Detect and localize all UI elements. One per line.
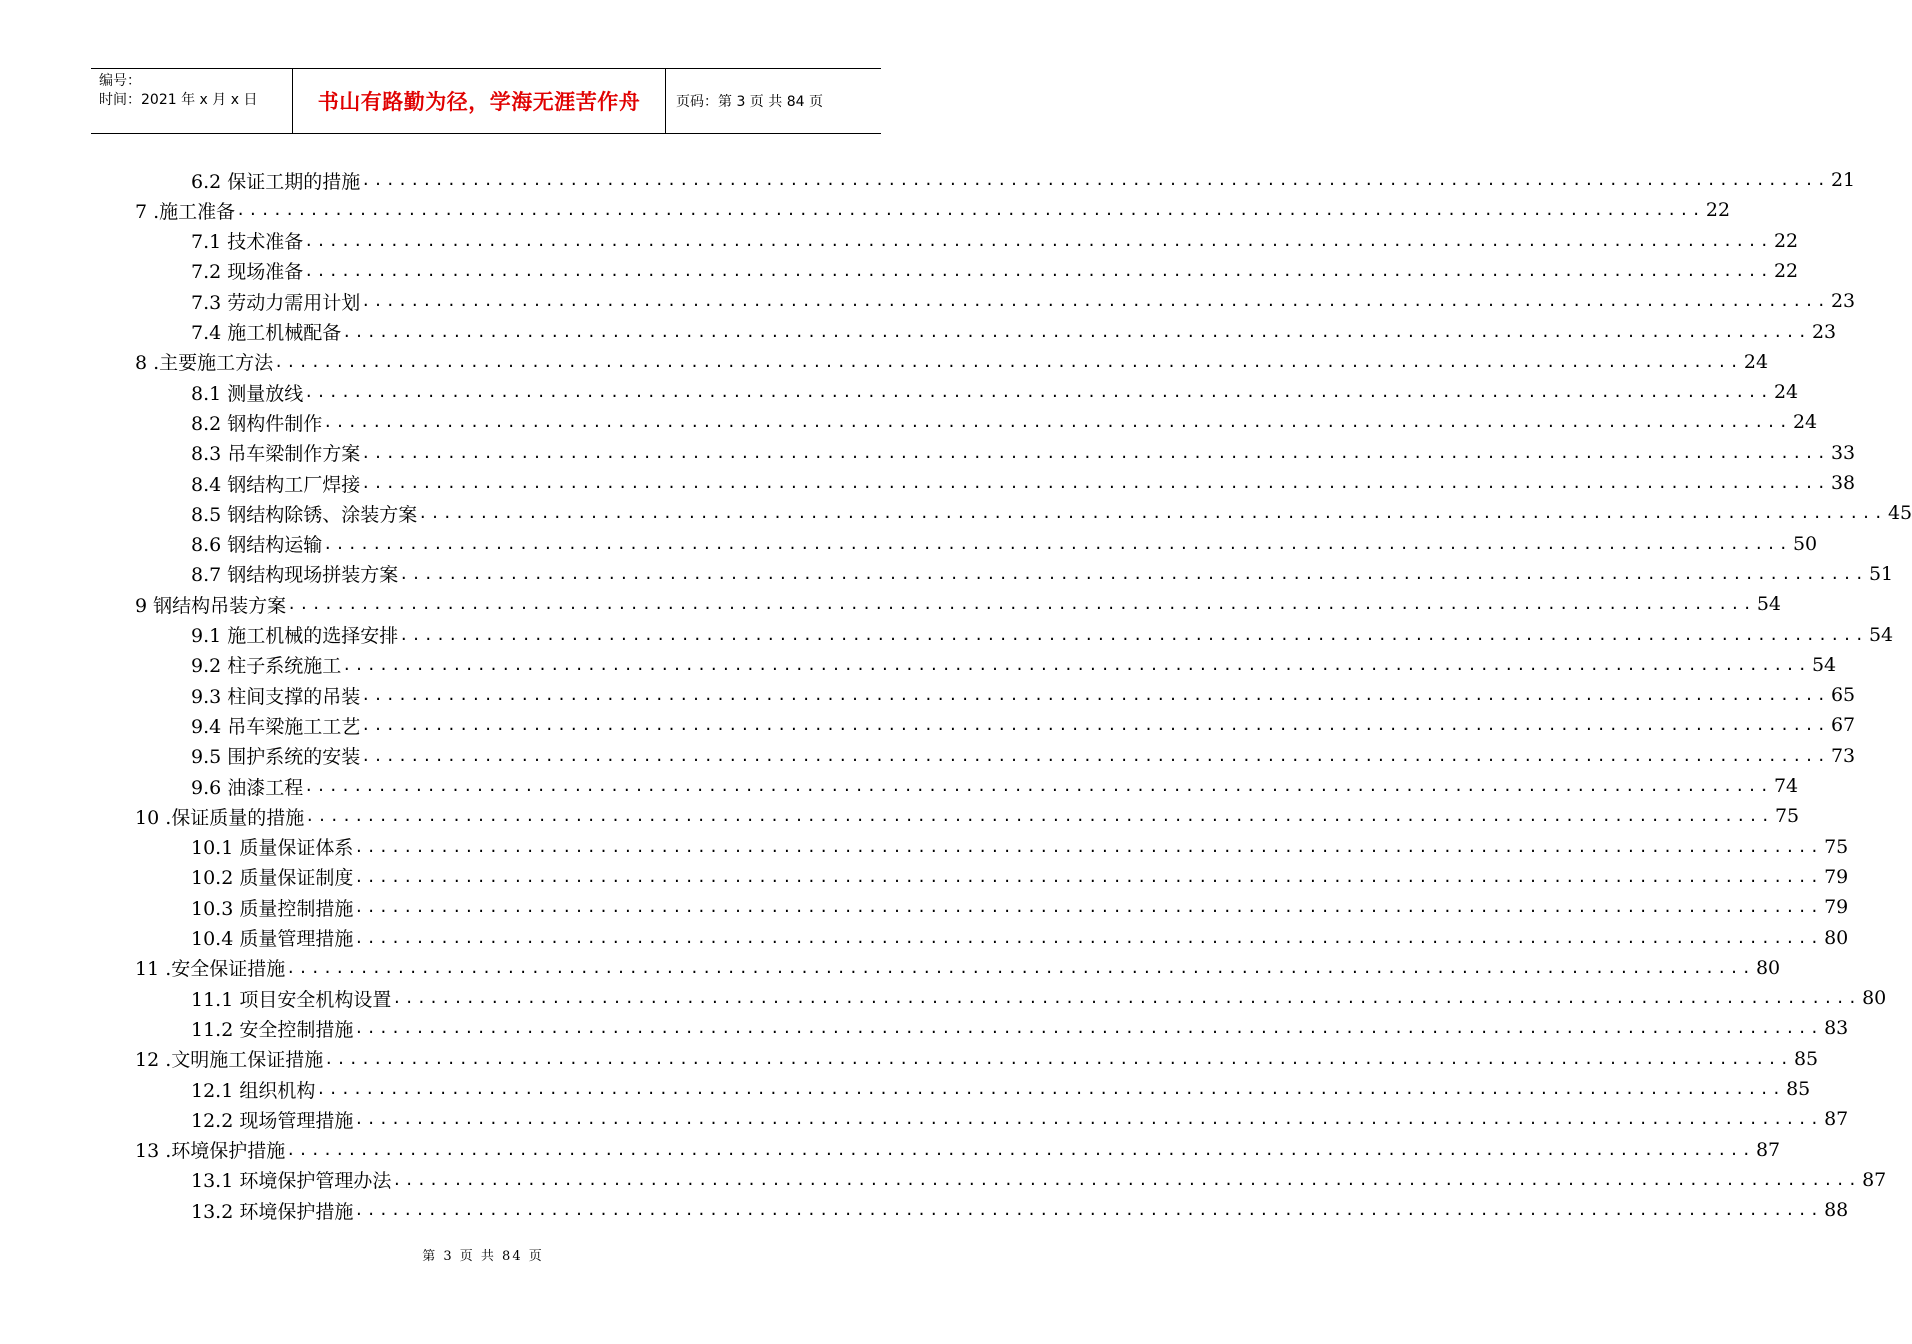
toc-leader-dots: ........................................................................................................................ xyxy=(304,777,1772,795)
toc-entry-title: 10.3 质量控制措施 xyxy=(191,897,354,920)
toc-leader-dots: ........................................................................................................................ xyxy=(342,322,1810,341)
toc-entry-title: 9.1 施工机械的选择安排 xyxy=(191,625,399,647)
toc-entry-title: 10.2 质量保证制度 xyxy=(191,867,354,890)
toc-entry-page: 87 xyxy=(1824,1108,1849,1131)
toc-leader-dots: ........................................................................................................................ xyxy=(287,595,1755,614)
toc-leader-dots: ........................................................................................................................ xyxy=(286,958,1754,977)
toc-entry-title: 13.2 环境保护措施 xyxy=(191,1200,354,1223)
toc-leader-dots: ........................................................................................................................ xyxy=(324,1049,1792,1068)
toc-entry-title: 11.2 安全控制措施 xyxy=(191,1018,354,1041)
toc-leader-dots: ........................................................................................................................ xyxy=(354,928,1823,947)
toc-entry-title: 8.2 钢构件制作 xyxy=(191,412,323,435)
toc-entry-page: 74 xyxy=(1773,775,1799,797)
toc-entry-page: 54 xyxy=(1811,653,1837,676)
toc-entry-page: 51 xyxy=(1868,562,1894,585)
toc-leader-dots: ........................................................................................................................ xyxy=(354,1110,1823,1129)
toc-entry-title: 8.1 测量放线 xyxy=(191,382,304,405)
toc-entry-page: 24 xyxy=(1773,381,1799,404)
toc-entry-page: 50 xyxy=(1792,532,1818,555)
toc-entry[interactable] xyxy=(191,650,1837,680)
toc-entry[interactable] xyxy=(191,407,1818,437)
toc-entry[interactable] xyxy=(191,862,1849,892)
toc-entry-page: 80 xyxy=(1862,987,1887,1010)
toc-entry-page: 87 xyxy=(1862,1168,1887,1191)
toc-entry-title: 9 钢结构吊装方案 xyxy=(135,594,287,617)
toc-entry-page: 54 xyxy=(1756,593,1782,616)
toc-leader-dots: ........................................................................................................................ xyxy=(361,686,1829,705)
toc-entry-page: 38 xyxy=(1830,472,1856,494)
toc-entry[interactable] xyxy=(191,923,1849,953)
toc-entry-title: 9.5 围护系统的安装 xyxy=(191,746,361,769)
toc-leader-dots: ........................................................................................................................ xyxy=(361,746,1829,765)
toc-entry-page: 65 xyxy=(1830,684,1856,707)
toc-entry[interactable] xyxy=(191,377,1799,407)
toc-entry[interactable] xyxy=(191,256,1799,286)
toc-entry-page: 24 xyxy=(1792,411,1818,434)
toc-entry[interactable] xyxy=(191,771,1799,801)
toc-entry-page: 88 xyxy=(1824,1199,1849,1222)
toc-entry[interactable] xyxy=(191,1165,1887,1195)
toc-entry-page: 73 xyxy=(1830,744,1856,767)
toc-entry[interactable] xyxy=(135,195,1731,225)
toc-entry[interactable] xyxy=(135,801,1800,831)
toc-entry-title: 7.1 技术准备 xyxy=(191,231,304,254)
toc-entry[interactable] xyxy=(191,1195,1849,1225)
toc-leader-dots: ........................................................................................................................ xyxy=(305,807,1773,826)
toc-entry[interactable] xyxy=(135,953,1781,983)
toc-entry[interactable] xyxy=(191,226,1799,256)
toc-entry-title: 7.2 现场准备 xyxy=(191,261,304,284)
toc-entry[interactable] xyxy=(191,1104,1849,1134)
toc-entry-title: 8.6 钢结构运输 xyxy=(191,534,323,557)
toc-leader-dots: ........................................................................................................................ xyxy=(354,1201,1823,1220)
toc-entry[interactable] xyxy=(191,832,1849,862)
toc-entry-page: 22 xyxy=(1705,199,1731,222)
toc-leader-dots: ........................................................................................................................ xyxy=(286,1140,1754,1159)
toc-entry[interactable] xyxy=(191,498,1912,528)
header-motto: 书山有路勤为径，学海无涯苦作舟 xyxy=(293,69,666,133)
toc-leader-dots: ........................................................................................................................ xyxy=(274,352,1742,371)
document-number-label: 编号： xyxy=(99,73,141,89)
toc-leader-dots: ........................................................................................................................ xyxy=(361,443,1829,462)
toc-leader-dots: ........................................................................................................................ xyxy=(316,1080,1785,1098)
toc-entry-title: 9.3 柱间支撑的吊装 xyxy=(191,685,361,708)
toc-leader-dots: ........................................................................................................................ xyxy=(323,534,1791,553)
toc-leader-dots: ........................................................................................................................ xyxy=(418,504,1886,523)
toc-leader-dots: ........................................................................................................................ xyxy=(354,1019,1823,1038)
header-meta xyxy=(91,69,293,133)
toc-entry[interactable] xyxy=(191,559,1894,589)
toc-entry[interactable] xyxy=(191,710,1856,740)
toc-entry[interactable] xyxy=(191,1074,1811,1104)
toc-entry-page: 23 xyxy=(1811,320,1837,343)
toc-entry-page: 24 xyxy=(1743,350,1769,373)
toc-entry[interactable] xyxy=(191,892,1849,922)
toc-leader-dots: ........................................................................................................................ xyxy=(304,383,1772,402)
toc-entry-page: 45 xyxy=(1887,502,1912,525)
toc-leader-dots: ........................................................................................................................ xyxy=(361,716,1829,735)
toc-entry-title: 9.6 油漆工程 xyxy=(191,776,304,799)
toc-entry[interactable] xyxy=(191,165,1856,195)
toc-entry-title: 8.4 钢结构工厂焊接 xyxy=(191,473,361,496)
toc-entry-page: 87 xyxy=(1755,1138,1781,1161)
toc-entry-title: 11 .安全保证措施 xyxy=(135,958,286,981)
toc-entry-page: 33 xyxy=(1830,441,1856,464)
toc-entry-title: 12.2 现场管理措施 xyxy=(191,1109,354,1132)
toc-entry-page: 22 xyxy=(1773,229,1799,252)
toc-entry-title: 8 .主要施工方法 xyxy=(135,352,274,375)
toc-entry[interactable] xyxy=(135,589,1782,619)
page-header xyxy=(91,68,881,134)
toc-entry[interactable] xyxy=(135,1135,1781,1165)
toc-entry-title: 8.7 钢结构现场拼装方案 xyxy=(191,564,399,587)
toc-entry[interactable] xyxy=(191,620,1894,650)
page-footer: 第 3 页 共 84 页 xyxy=(422,1249,544,1264)
toc-entry-title: 7.3 劳动力需用计划 xyxy=(191,291,361,314)
toc-entry-page: 67 xyxy=(1830,714,1856,737)
toc-leader-dots: ........................................................................................................................ xyxy=(304,261,1772,280)
toc-entry-page: 23 xyxy=(1830,290,1856,313)
document-time-label: 时间：2021 年 x 月 x 日 xyxy=(99,92,258,108)
toc-entry-page: 75 xyxy=(1824,835,1849,858)
toc-leader-dots: ........................................................................................................................ xyxy=(361,171,1829,189)
toc-entry-page: 83 xyxy=(1824,1017,1849,1040)
toc-leader-dots: ........................................................................................................................ xyxy=(399,564,1867,583)
toc-entry[interactable] xyxy=(191,438,1856,468)
toc-entry-page: 85 xyxy=(1793,1047,1819,1070)
toc-entry-page: 21 xyxy=(1830,169,1856,191)
toc-entry-title: 13 .环境保护措施 xyxy=(135,1140,286,1163)
toc-entry[interactable] xyxy=(135,347,1769,377)
toc-leader-dots: ........................................................................................................................ xyxy=(323,413,1791,432)
toc-entry-page: 79 xyxy=(1824,896,1849,919)
toc-entry-title: 13.1 环境保护管理办法 xyxy=(191,1170,392,1193)
toc-leader-dots: ........................................................................................................................ xyxy=(236,201,1704,220)
toc-entry-title: 11.1 项目安全机构设置 xyxy=(191,988,392,1011)
toc-leader-dots: ........................................................................................................................ xyxy=(392,989,1861,1008)
toc-entry-page: 85 xyxy=(1786,1078,1811,1100)
toc-leader-dots: ........................................................................................................................ xyxy=(361,292,1829,311)
toc-leader-dots: ........................................................................................................................ xyxy=(361,474,1829,492)
toc-entry-title: 12 .文明施工保证措施 xyxy=(135,1049,324,1072)
toc-entry[interactable] xyxy=(191,286,1856,316)
toc-entry-page: 54 xyxy=(1868,623,1894,646)
toc-leader-dots: ........................................................................................................................ xyxy=(399,625,1867,644)
toc-entry[interactable] xyxy=(191,468,1856,498)
toc-entry-page: 80 xyxy=(1755,956,1781,979)
toc-entry-title: 10 .保证质量的措施 xyxy=(135,806,305,829)
toc-leader-dots: ........................................................................................................................ xyxy=(392,1170,1861,1189)
toc-entry[interactable] xyxy=(191,680,1856,710)
toc-entry-title: 6.2 保证工期的措施 xyxy=(191,170,361,193)
toc-entry-title: 10.1 质量保证体系 xyxy=(191,837,354,860)
toc-entry-page: 22 xyxy=(1773,259,1799,282)
toc-entry-title: 10.4 质量管理措施 xyxy=(191,928,354,950)
toc-entry-title: 9.4 吊车梁施工工艺 xyxy=(191,715,361,738)
toc-leader-dots: ........................................................................................................................ xyxy=(304,231,1772,250)
toc-entry[interactable] xyxy=(135,1044,1819,1074)
header-page-label: 页码：第 3 页 共 84 页 xyxy=(676,94,823,110)
toc-entry[interactable] xyxy=(191,529,1818,559)
toc-entry-page: 79 xyxy=(1824,865,1849,888)
toc-entry-title: 8.5 钢结构除锈、涂装方案 xyxy=(191,503,418,526)
toc-entry-title: 7 .施工准备 xyxy=(135,200,236,223)
toc-entry[interactable] xyxy=(191,983,1887,1013)
toc-leader-dots: ........................................................................................................................ xyxy=(342,655,1810,674)
toc-entry-page: 75 xyxy=(1774,805,1800,828)
toc-entry-title: 7.4 施工机械配备 xyxy=(191,322,342,344)
toc-entry[interactable] xyxy=(191,741,1856,771)
toc-entry[interactable] xyxy=(191,317,1837,347)
toc-entry-title: 12.1 组织机构 xyxy=(191,1079,316,1102)
toc-leader-dots: ........................................................................................................................ xyxy=(354,898,1823,917)
toc-leader-dots: ........................................................................................................................ xyxy=(354,837,1823,856)
toc-entry-page: 80 xyxy=(1824,926,1849,949)
toc-entry-title: 8.3 吊车梁制作方案 xyxy=(191,443,361,466)
toc-entry-title: 9.2 柱子系统施工 xyxy=(191,655,342,678)
toc-leader-dots: ........................................................................................................................ xyxy=(354,867,1823,886)
toc-entry[interactable] xyxy=(191,1013,1849,1043)
